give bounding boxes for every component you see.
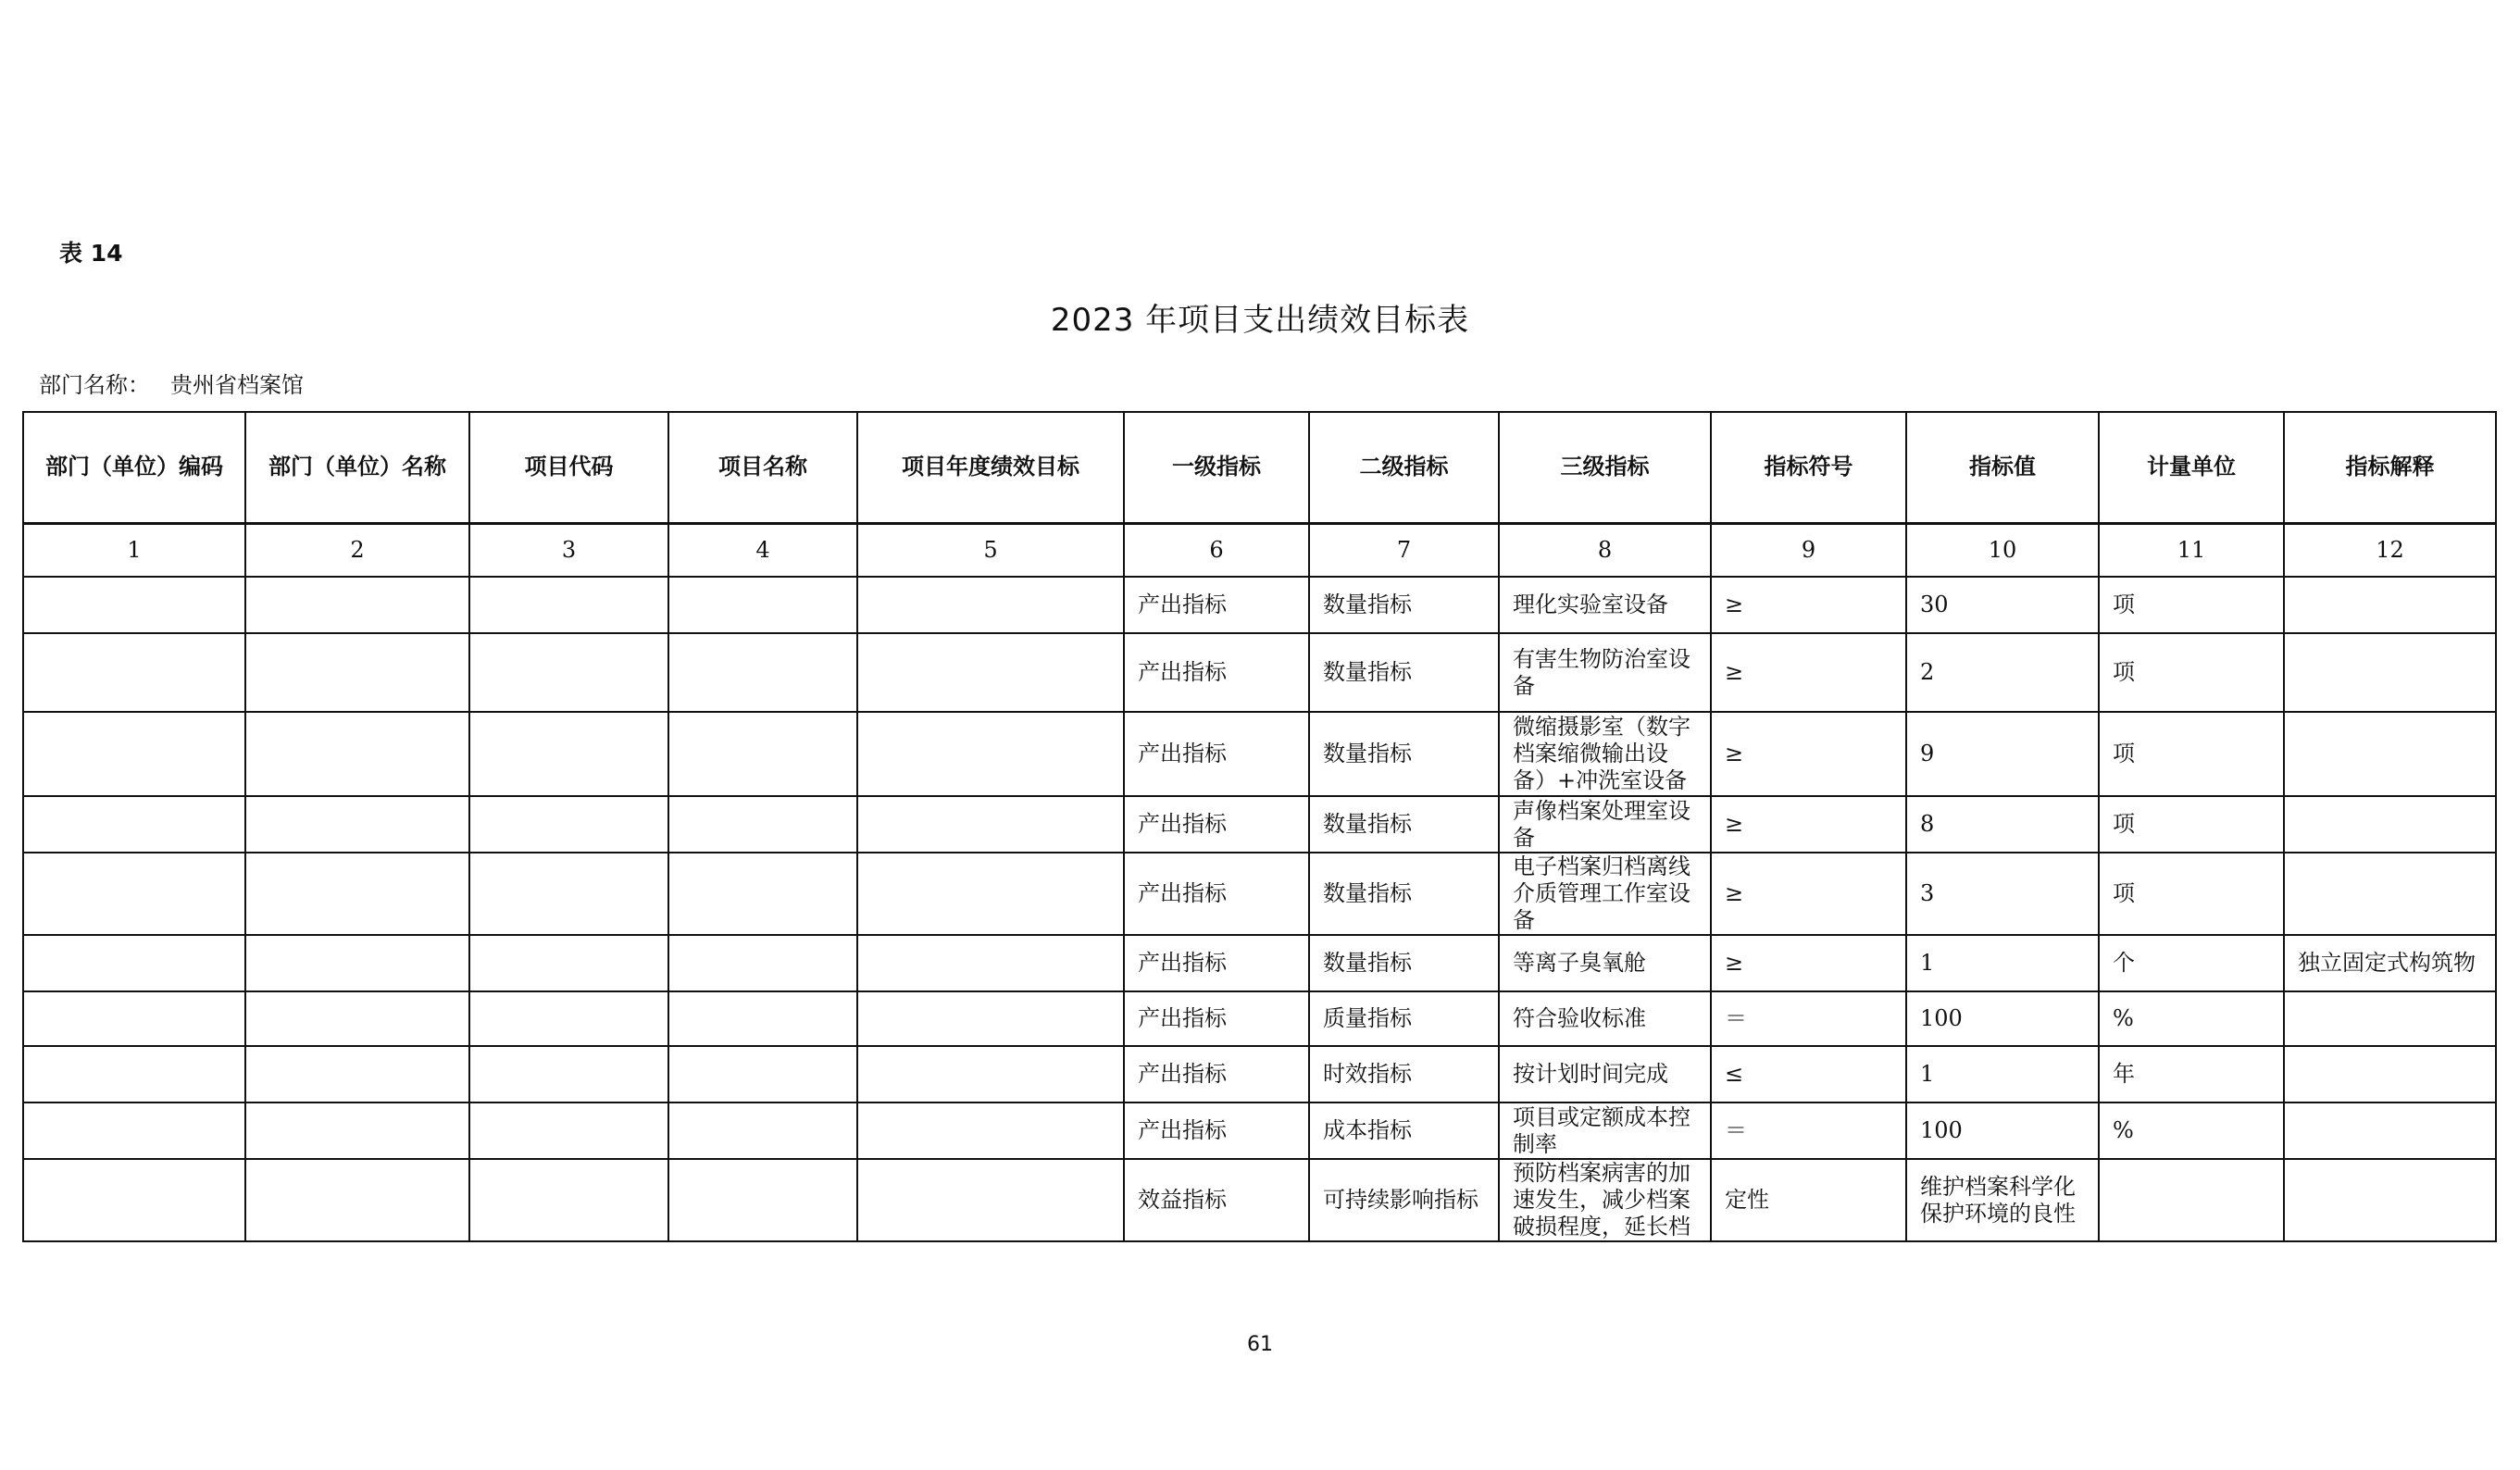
project-code-cell <box>469 712 668 796</box>
project-name-cell <box>668 991 857 1046</box>
table-row <box>23 935 2496 991</box>
symbol-cell: ≥ <box>1711 577 1906 633</box>
value-cell: 100 <box>1906 991 2099 1046</box>
level3-cell: 按计划时间完成 <box>1499 1046 1711 1102</box>
dept-name-cell <box>245 1102 469 1159</box>
symbol-cell: 定性 <box>1711 1159 1906 1241</box>
annual-goal-cell <box>857 712 1124 796</box>
level3-cell: 等离子臭氧舱 <box>1499 935 1711 991</box>
dept-code-cell <box>23 1102 245 1159</box>
department-line <box>39 367 304 399</box>
unit-cell: 项 <box>2099 853 2284 935</box>
level3-cell: 符合验收标准 <box>1499 991 1711 1046</box>
annual-goal-cell <box>857 633 1124 712</box>
project-name-cell <box>668 1102 857 1159</box>
table-row <box>23 1102 2496 1159</box>
dept-code-cell <box>23 796 245 853</box>
dept-code-cell <box>23 712 245 796</box>
value-cell: 1 <box>1906 1046 2099 1102</box>
note-cell <box>2284 1102 2496 1159</box>
header-cell: 指标解释 <box>2284 412 2496 523</box>
level2-cell: 数量指标 <box>1309 577 1499 633</box>
column-number: 8 <box>1499 523 1711 577</box>
level2-cell: 质量指标 <box>1309 991 1499 1046</box>
header-row <box>23 412 2496 523</box>
table-row <box>23 991 2496 1046</box>
table-row <box>23 633 2496 712</box>
note-cell: 独立固定式构筑物 <box>2284 935 2496 991</box>
header-cell: 部门（单位）编码 <box>23 412 245 523</box>
column-number: 11 <box>2099 523 2284 577</box>
value-cell: 9 <box>1906 712 2099 796</box>
level3-cell: 有害生物防治室设备 <box>1499 633 1711 712</box>
dept-code-cell <box>23 935 245 991</box>
column-number: 4 <box>668 523 857 577</box>
header-cell: 三级指标 <box>1499 412 1711 523</box>
level3-cell: 预防档案病害的加速发生，减少档案破损程度，延长档 <box>1499 1159 1711 1241</box>
level2-cell: 数量指标 <box>1309 796 1499 853</box>
level1-cell: 产出指标 <box>1124 1102 1309 1159</box>
value-cell: 维护档案科学化保护环境的良性 <box>1906 1159 2099 1241</box>
header-cell: 一级指标 <box>1124 412 1309 523</box>
column-number-row <box>23 523 2496 577</box>
dept-name-cell <box>245 1159 469 1241</box>
project-name-cell <box>668 853 857 935</box>
page-title: 2023 年项目支出绩效目标表 <box>1050 302 1470 339</box>
project-code-cell <box>469 1159 668 1241</box>
project-name-cell <box>668 935 857 991</box>
symbol-cell: ＝ <box>1711 991 1906 1046</box>
column-number: 12 <box>2284 523 2496 577</box>
project-code-cell <box>469 991 668 1046</box>
symbol-cell: ≥ <box>1711 853 1906 935</box>
note-cell <box>2284 712 2496 796</box>
annual-goal-cell <box>857 991 1124 1046</box>
level1-cell: 产出指标 <box>1124 633 1309 712</box>
header-cell: 指标值 <box>1906 412 2099 523</box>
annual-goal-cell <box>857 853 1124 935</box>
level1-cell: 效益指标 <box>1124 1159 1309 1241</box>
value-cell: 3 <box>1906 853 2099 935</box>
table-row <box>23 712 2496 796</box>
department-label: 部门名称： <box>39 372 150 398</box>
project-name-cell <box>668 712 857 796</box>
dept-code-cell <box>23 991 245 1046</box>
dept-name-cell <box>245 853 469 935</box>
project-name-cell <box>668 577 857 633</box>
unit-cell: 项 <box>2099 577 2284 633</box>
symbol-cell: ≥ <box>1711 935 1906 991</box>
note-cell <box>2284 633 2496 712</box>
level2-cell: 数量指标 <box>1309 935 1499 991</box>
level1-cell: 产出指标 <box>1124 991 1309 1046</box>
unit-cell: 个 <box>2099 935 2284 991</box>
header-cell: 指标符号 <box>1711 412 1906 523</box>
dept-name-cell <box>245 712 469 796</box>
level2-cell: 可持续影响指标 <box>1309 1159 1499 1241</box>
table-row <box>23 1159 2496 1241</box>
note-cell <box>2284 796 2496 853</box>
dept-name-cell <box>245 796 469 853</box>
table-row <box>23 796 2496 853</box>
dept-code-cell <box>23 1046 245 1102</box>
annual-goal-cell <box>857 1102 1124 1159</box>
level1-cell: 产出指标 <box>1124 935 1309 991</box>
level2-cell: 成本指标 <box>1309 1102 1499 1159</box>
level3-cell: 声像档案处理室设备 <box>1499 796 1711 853</box>
header-cell: 二级指标 <box>1309 412 1499 523</box>
level2-cell: 数量指标 <box>1309 712 1499 796</box>
value-cell: 1 <box>1906 935 2099 991</box>
note-cell <box>2284 1159 2496 1241</box>
level3-cell: 微缩摄影室（数字档案缩微输出设备）+冲洗室设备 <box>1499 712 1711 796</box>
note-cell <box>2284 853 2496 935</box>
project-name-cell <box>668 1159 857 1241</box>
level1-cell: 产出指标 <box>1124 712 1309 796</box>
symbol-cell: ≤ <box>1711 1046 1906 1102</box>
dept-name-cell <box>245 1046 469 1102</box>
header-cell: 项目代码 <box>469 412 668 523</box>
table-row <box>23 1046 2496 1102</box>
column-number: 7 <box>1309 523 1499 577</box>
level3-cell: 电子档案归档离线介质管理工作室设备 <box>1499 853 1711 935</box>
header-cell: 部门（单位）名称 <box>245 412 469 523</box>
symbol-cell: ≥ <box>1711 796 1906 853</box>
project-name-cell <box>668 633 857 712</box>
dept-code-cell <box>23 853 245 935</box>
note-cell <box>2284 991 2496 1046</box>
project-code-cell <box>469 796 668 853</box>
level3-cell: 项目或定额成本控制率 <box>1499 1102 1711 1159</box>
dept-name-cell <box>245 633 469 712</box>
annual-goal-cell <box>857 1159 1124 1241</box>
note-cell <box>2284 577 2496 633</box>
level1-cell: 产出指标 <box>1124 853 1309 935</box>
page-number: 61 <box>1247 1333 1273 1356</box>
level2-cell: 时效指标 <box>1309 1046 1499 1102</box>
unit-cell: 年 <box>2099 1046 2284 1102</box>
column-number: 2 <box>245 523 469 577</box>
project-code-cell <box>469 1102 668 1159</box>
level1-cell: 产出指标 <box>1124 796 1309 853</box>
unit-cell: % <box>2099 1102 2284 1159</box>
table-label: 表 14 <box>59 240 123 267</box>
unit-cell <box>2099 1159 2284 1241</box>
project-code-cell <box>469 1046 668 1102</box>
dept-name-cell <box>245 991 469 1046</box>
dept-name-cell <box>245 577 469 633</box>
symbol-cell: ≥ <box>1711 633 1906 712</box>
dept-code-cell <box>23 577 245 633</box>
unit-cell: % <box>2099 991 2284 1046</box>
unit-cell: 项 <box>2099 633 2284 712</box>
annual-goal-cell <box>857 935 1124 991</box>
level1-cell: 产出指标 <box>1124 577 1309 633</box>
annual-goal-cell <box>857 577 1124 633</box>
dept-code-cell <box>23 633 245 712</box>
note-cell <box>2284 1046 2496 1102</box>
column-number: 9 <box>1711 523 1906 577</box>
table-row <box>23 853 2496 935</box>
level2-cell: 数量指标 <box>1309 853 1499 935</box>
value-cell: 8 <box>1906 796 2099 853</box>
annual-goal-cell <box>857 796 1124 853</box>
dept-name-cell <box>245 935 469 991</box>
annual-goal-cell <box>857 1046 1124 1102</box>
header-cell: 项目名称 <box>668 412 857 523</box>
project-code-cell <box>469 633 668 712</box>
department-value: 贵州省档案馆 <box>170 372 304 398</box>
value-cell: 100 <box>1906 1102 2099 1159</box>
project-code-cell <box>469 577 668 633</box>
column-number: 5 <box>857 523 1124 577</box>
performance-table <box>22 411 2497 1242</box>
column-number: 6 <box>1124 523 1309 577</box>
symbol-cell: ＝ <box>1711 1102 1906 1159</box>
symbol-cell: ≥ <box>1711 712 1906 796</box>
dept-code-cell <box>23 1159 245 1241</box>
column-number: 1 <box>23 523 245 577</box>
level1-cell: 产出指标 <box>1124 1046 1309 1102</box>
project-code-cell <box>469 853 668 935</box>
value-cell: 30 <box>1906 577 2099 633</box>
project-name-cell <box>668 1046 857 1102</box>
project-code-cell <box>469 935 668 991</box>
project-name-cell <box>668 796 857 853</box>
unit-cell: 项 <box>2099 796 2284 853</box>
column-number: 3 <box>469 523 668 577</box>
table-row <box>23 577 2496 633</box>
header-cell: 计量单位 <box>2099 412 2284 523</box>
unit-cell: 项 <box>2099 712 2284 796</box>
column-number: 10 <box>1906 523 2099 577</box>
header-cell: 项目年度绩效目标 <box>857 412 1124 523</box>
level3-cell: 理化实验室设备 <box>1499 577 1711 633</box>
value-cell: 2 <box>1906 633 2099 712</box>
level2-cell: 数量指标 <box>1309 633 1499 712</box>
